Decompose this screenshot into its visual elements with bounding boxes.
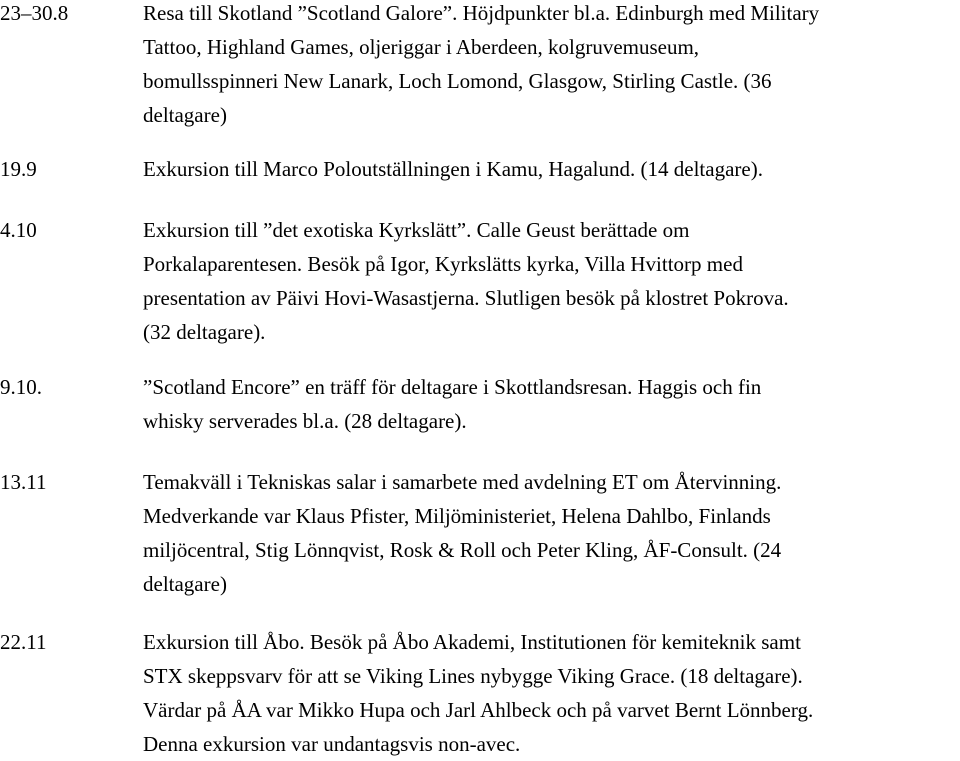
entry-date: 23–30.8	[0, 1, 69, 25]
description-line: ”Scotland Encore” en träff för deltagare i Skottlandsresan. Haggis och fin	[143, 375, 762, 399]
description-line: presentation av Päivi Hovi-Wasastjerna. Slutligen besök på klostret Pokrova.	[143, 286, 789, 310]
entry-description	[143, 625, 955, 761]
entry-date: 13.11	[0, 470, 47, 494]
description-line: deltagare)	[143, 572, 227, 596]
description-line: Värdar på ÅA var Mikko Hupa och Jarl Ahlbeck och på varvet Bernt Lönnberg.	[143, 698, 814, 722]
entry-description	[143, 0, 955, 132]
entry-date: 9.10.	[0, 375, 42, 399]
entry-date: 4.10	[0, 218, 37, 242]
description-line: Exkursion till Marco Poloutställningen i Kamu, Hagalund. (14 deltagare).	[143, 157, 763, 181]
description-line: Tattoo, Highland Games, oljeriggar i Aberdeen, kolgruvemuseum,	[143, 35, 700, 59]
description-line: Temakväll i Tekniskas salar i samarbete med avdelning ET om Återvinning.	[143, 470, 782, 494]
entry-description	[143, 213, 955, 349]
entry-description	[143, 465, 955, 601]
description-line: Exkursion till ”det exotiska Kyrkslätt”. Calle Geust berättade om	[143, 218, 690, 242]
description-line: deltagare)	[143, 103, 227, 127]
entry-description	[143, 152, 955, 186]
description-line: Denna exkursion var undantagsvis non-avec.	[143, 732, 521, 756]
description-line: STX skeppsvarv för att se Viking Lines nybygge Viking Grace. (18 deltagare).	[143, 664, 803, 688]
description-line: miljöcentral, Stig Lönnqvist, Rosk & Roll och Peter Kling, ÅF-Consult. (24	[143, 538, 782, 562]
description-line: (32 deltagare).	[143, 320, 266, 344]
entry-date: 22.11	[0, 630, 47, 654]
description-line: whisky serverades bl.a. (28 deltagare).	[143, 409, 467, 433]
description-line: Exkursion till Åbo. Besök på Åbo Akademi, Institutionen för kemiteknik samt	[143, 630, 801, 654]
description-line: Porkalaparentesen. Besök på Igor, Kyrkslätts kyrka, Villa Hvittorp med	[143, 252, 743, 276]
entry-date: 19.9	[0, 157, 37, 181]
description-line: Medverkande var Klaus Pfister, Miljöministeriet, Helena Dahlbo, Finlands	[143, 504, 771, 528]
entry-description	[143, 370, 955, 438]
description-line: Resa till Skotland ”Scotland Galore”. Höjdpunkter bl.a. Edinburgh med Military	[143, 1, 820, 25]
description-line: bomullsspinneri New Lanark, Loch Lomond, Glasgow, Stirling Castle. (36	[143, 69, 772, 93]
